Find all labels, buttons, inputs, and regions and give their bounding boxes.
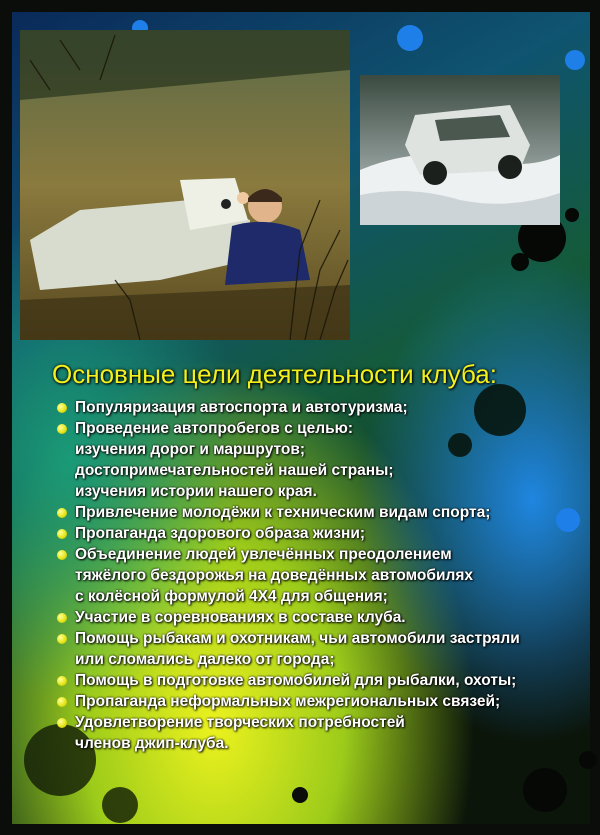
goal-continuation-line: тяжёлого бездорожья на доведённых автомобилях: [75, 567, 474, 584]
goal-text: Удовлетворение творческих потребностей: [75, 714, 405, 731]
bullet-icon: [57, 550, 67, 560]
bullet-icon: [57, 613, 67, 623]
goal-continuation-line: изучения истории нашего края.: [75, 483, 317, 500]
bullet-icon: [57, 676, 67, 686]
goal-item: [55, 670, 575, 691]
bullet-icon: [57, 424, 67, 434]
goal-text: Привлечение молодёжи к техническим видам спорта;: [75, 504, 491, 521]
goal-item: [55, 502, 575, 523]
goal-item: [55, 544, 575, 607]
goal-text: Помощь рыбакам и охотникам, чьи автомобили застряли: [75, 630, 520, 647]
goal-item: [55, 523, 575, 544]
goals-list: [55, 397, 575, 754]
jeep-in-snow-photo: [360, 75, 560, 225]
goal-item: [55, 712, 575, 754]
goal-item: [55, 418, 575, 502]
goal-text: Популяризация автоспорта и автотуризма;: [75, 399, 408, 416]
goal-text: Пропаганда здорового образа жизни;: [75, 525, 366, 542]
bullet-icon: [57, 718, 67, 728]
goal-continuation-line: или сломались далеко от города;: [75, 651, 335, 668]
bullet-icon: [57, 508, 67, 518]
goal-text: Объединение людей увлечённых преодолением: [75, 546, 452, 563]
goal-text: Участие в соревнованиях в составе клуба.: [75, 609, 406, 626]
goal-continuation-line: членов джип-клуба.: [75, 735, 229, 752]
car-in-flooded-water-photo: [20, 30, 350, 340]
goal-continuation-line: достопримечательностей нашей страны;: [75, 462, 394, 479]
goal-continuation-line: изучения дорог и маршрутов;: [75, 441, 306, 458]
bullet-icon: [57, 529, 67, 539]
goal-item: [55, 628, 575, 670]
bullet-icon: [57, 634, 67, 644]
goal-item: [55, 691, 575, 712]
goal-text: Помощь в подготовке автомобилей для рыбалки, охоты;: [75, 672, 517, 689]
goal-text: Проведение автопробегов с целью:: [75, 420, 353, 437]
goal-text: Пропаганда неформальных межрегиональных связей;: [75, 693, 501, 710]
goal-continuation-line: с колёсной формулой 4Х4 для общения;: [75, 588, 388, 605]
goal-item: [55, 397, 575, 418]
goal-item: [55, 607, 575, 628]
bullet-icon: [57, 697, 67, 707]
bullet-icon: [57, 403, 67, 413]
goals-headline: Основные цели деятельности клуба:: [52, 359, 497, 389]
